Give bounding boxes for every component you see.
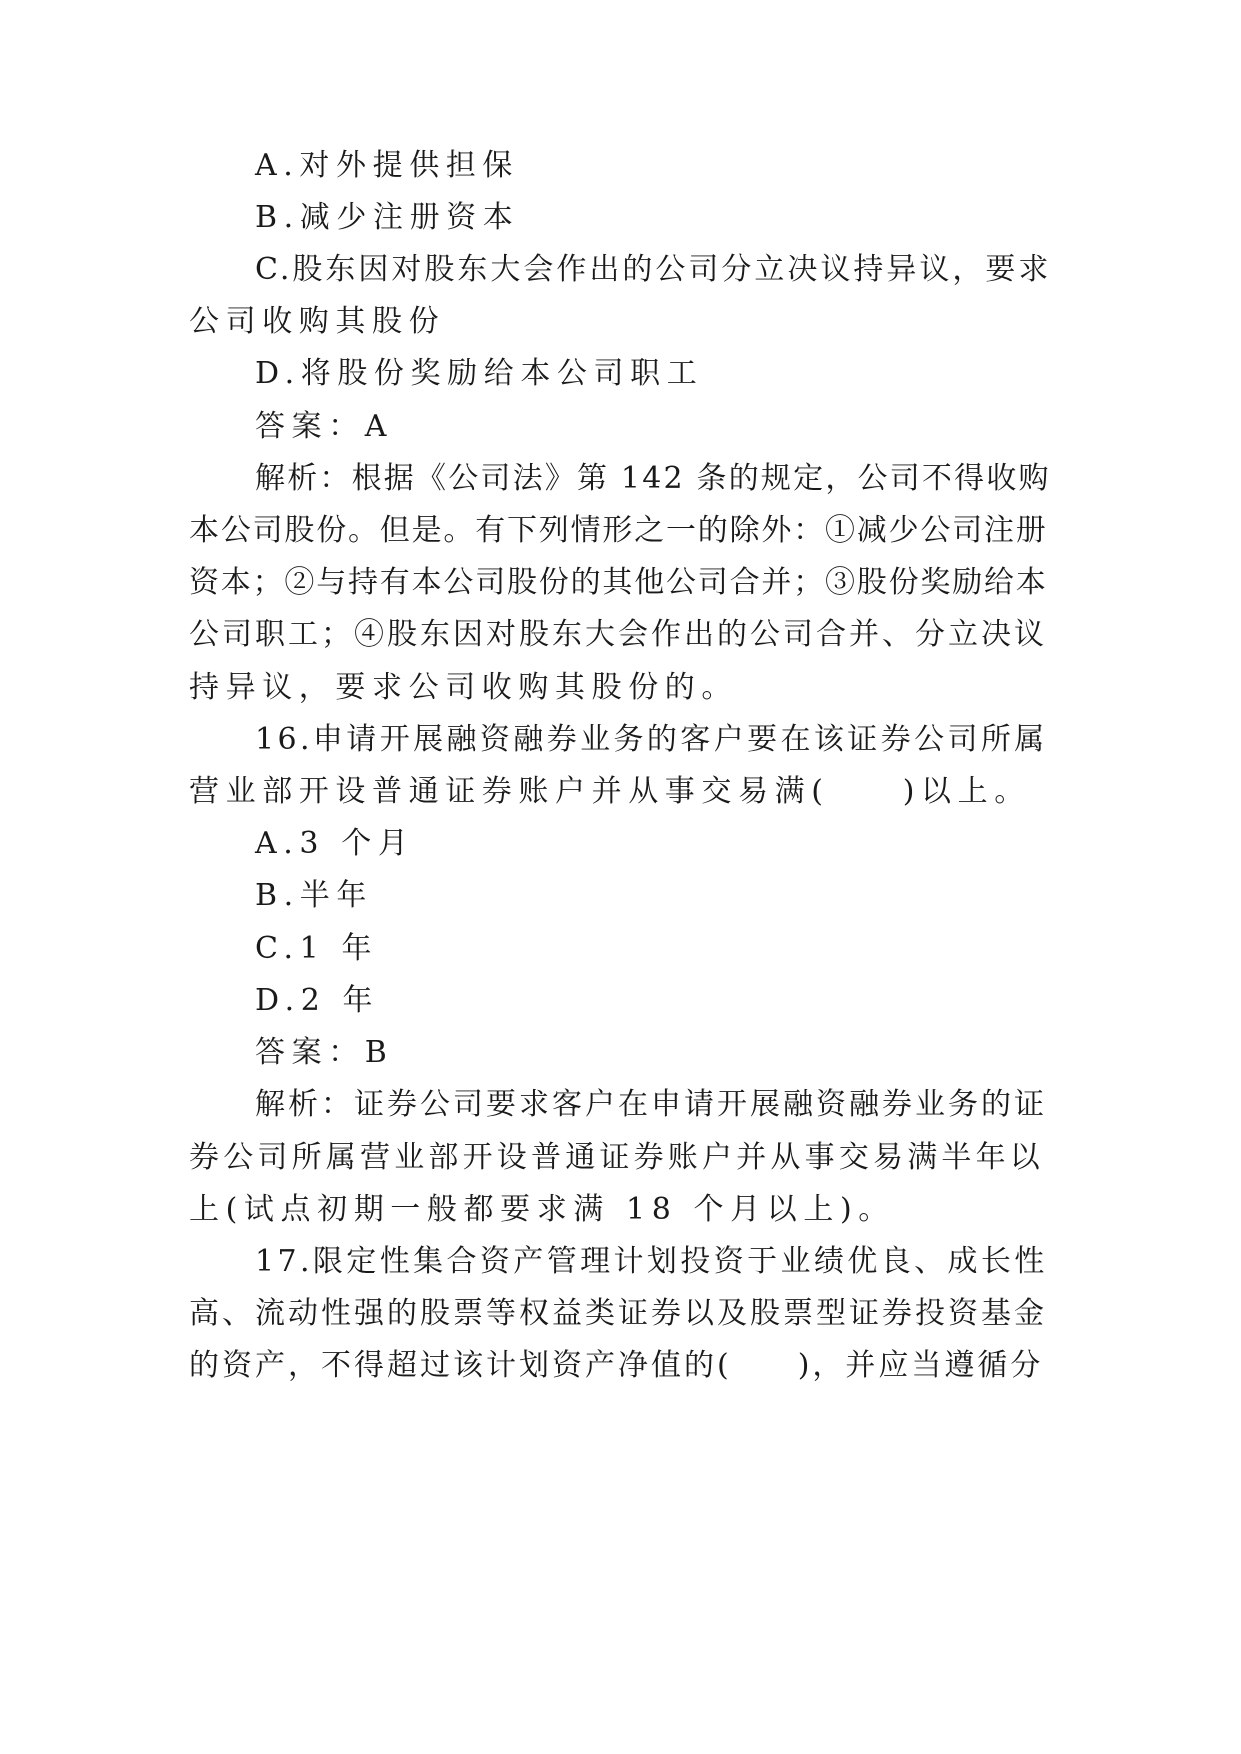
explanation-line: 资本；②与持有本公司股份的其他公司合并；③股份奖励给本	[189, 565, 1048, 600]
question-16-continued: 营业部开设普通证券账户并从事交易满( )以上。	[189, 774, 1031, 809]
option-c-continued: 公司收购其股份	[189, 304, 446, 339]
explanation-line: 解析：根据《公司法》第 142 条的规定，公司不得收购	[255, 461, 1051, 496]
explanation-line: 上(试点初期一般都要求满 18 个月以上)。	[189, 1192, 895, 1227]
option-b: B.半年	[255, 878, 373, 913]
option-c: C.股东因对股东大会作出的公司分立决议持异议，要求	[255, 252, 1052, 287]
option-d: D.2 年	[255, 983, 380, 1018]
explanation-line: 本公司股份。但是。有下列情形之一的除外：①减少公司注册	[189, 513, 1048, 548]
option-a: A.对外提供担保	[255, 148, 520, 183]
question-17-continued: 的资产，不得超过该计划资产净值的( )，并应当遵循分	[189, 1348, 1044, 1383]
question-17: 17.限定性集合资产管理计划投资于业绩优良、成长性	[255, 1244, 1048, 1279]
explanation-line: 解析：证券公司要求客户在申请开展融资融券业务的证	[255, 1087, 1047, 1122]
option-d: D.将股份奖励给本公司职工	[255, 356, 704, 391]
answer-line: 答案：B	[255, 1035, 394, 1070]
explanation-line: 公司职工；④股东因对股东大会作出的公司合并、分立决议	[189, 617, 1047, 652]
option-c: C.1 年	[255, 931, 379, 966]
question-16: 16.申请开展融资融券业务的客户要在该证券公司所属	[255, 722, 1048, 757]
option-a: A.3 个月	[255, 826, 415, 861]
answer-line: 答案：A	[255, 409, 394, 444]
explanation-line: 券公司所属营业部开设普通证券账户并从事交易满半年以	[189, 1140, 1044, 1175]
explanation-line: 持异议，要求公司收购其股份的。	[189, 670, 738, 705]
question-17-continued: 高、流动性强的股票等权益类证券以及股票型证券投资基金	[189, 1296, 1047, 1331]
option-b: B.减少注册资本	[255, 200, 520, 235]
